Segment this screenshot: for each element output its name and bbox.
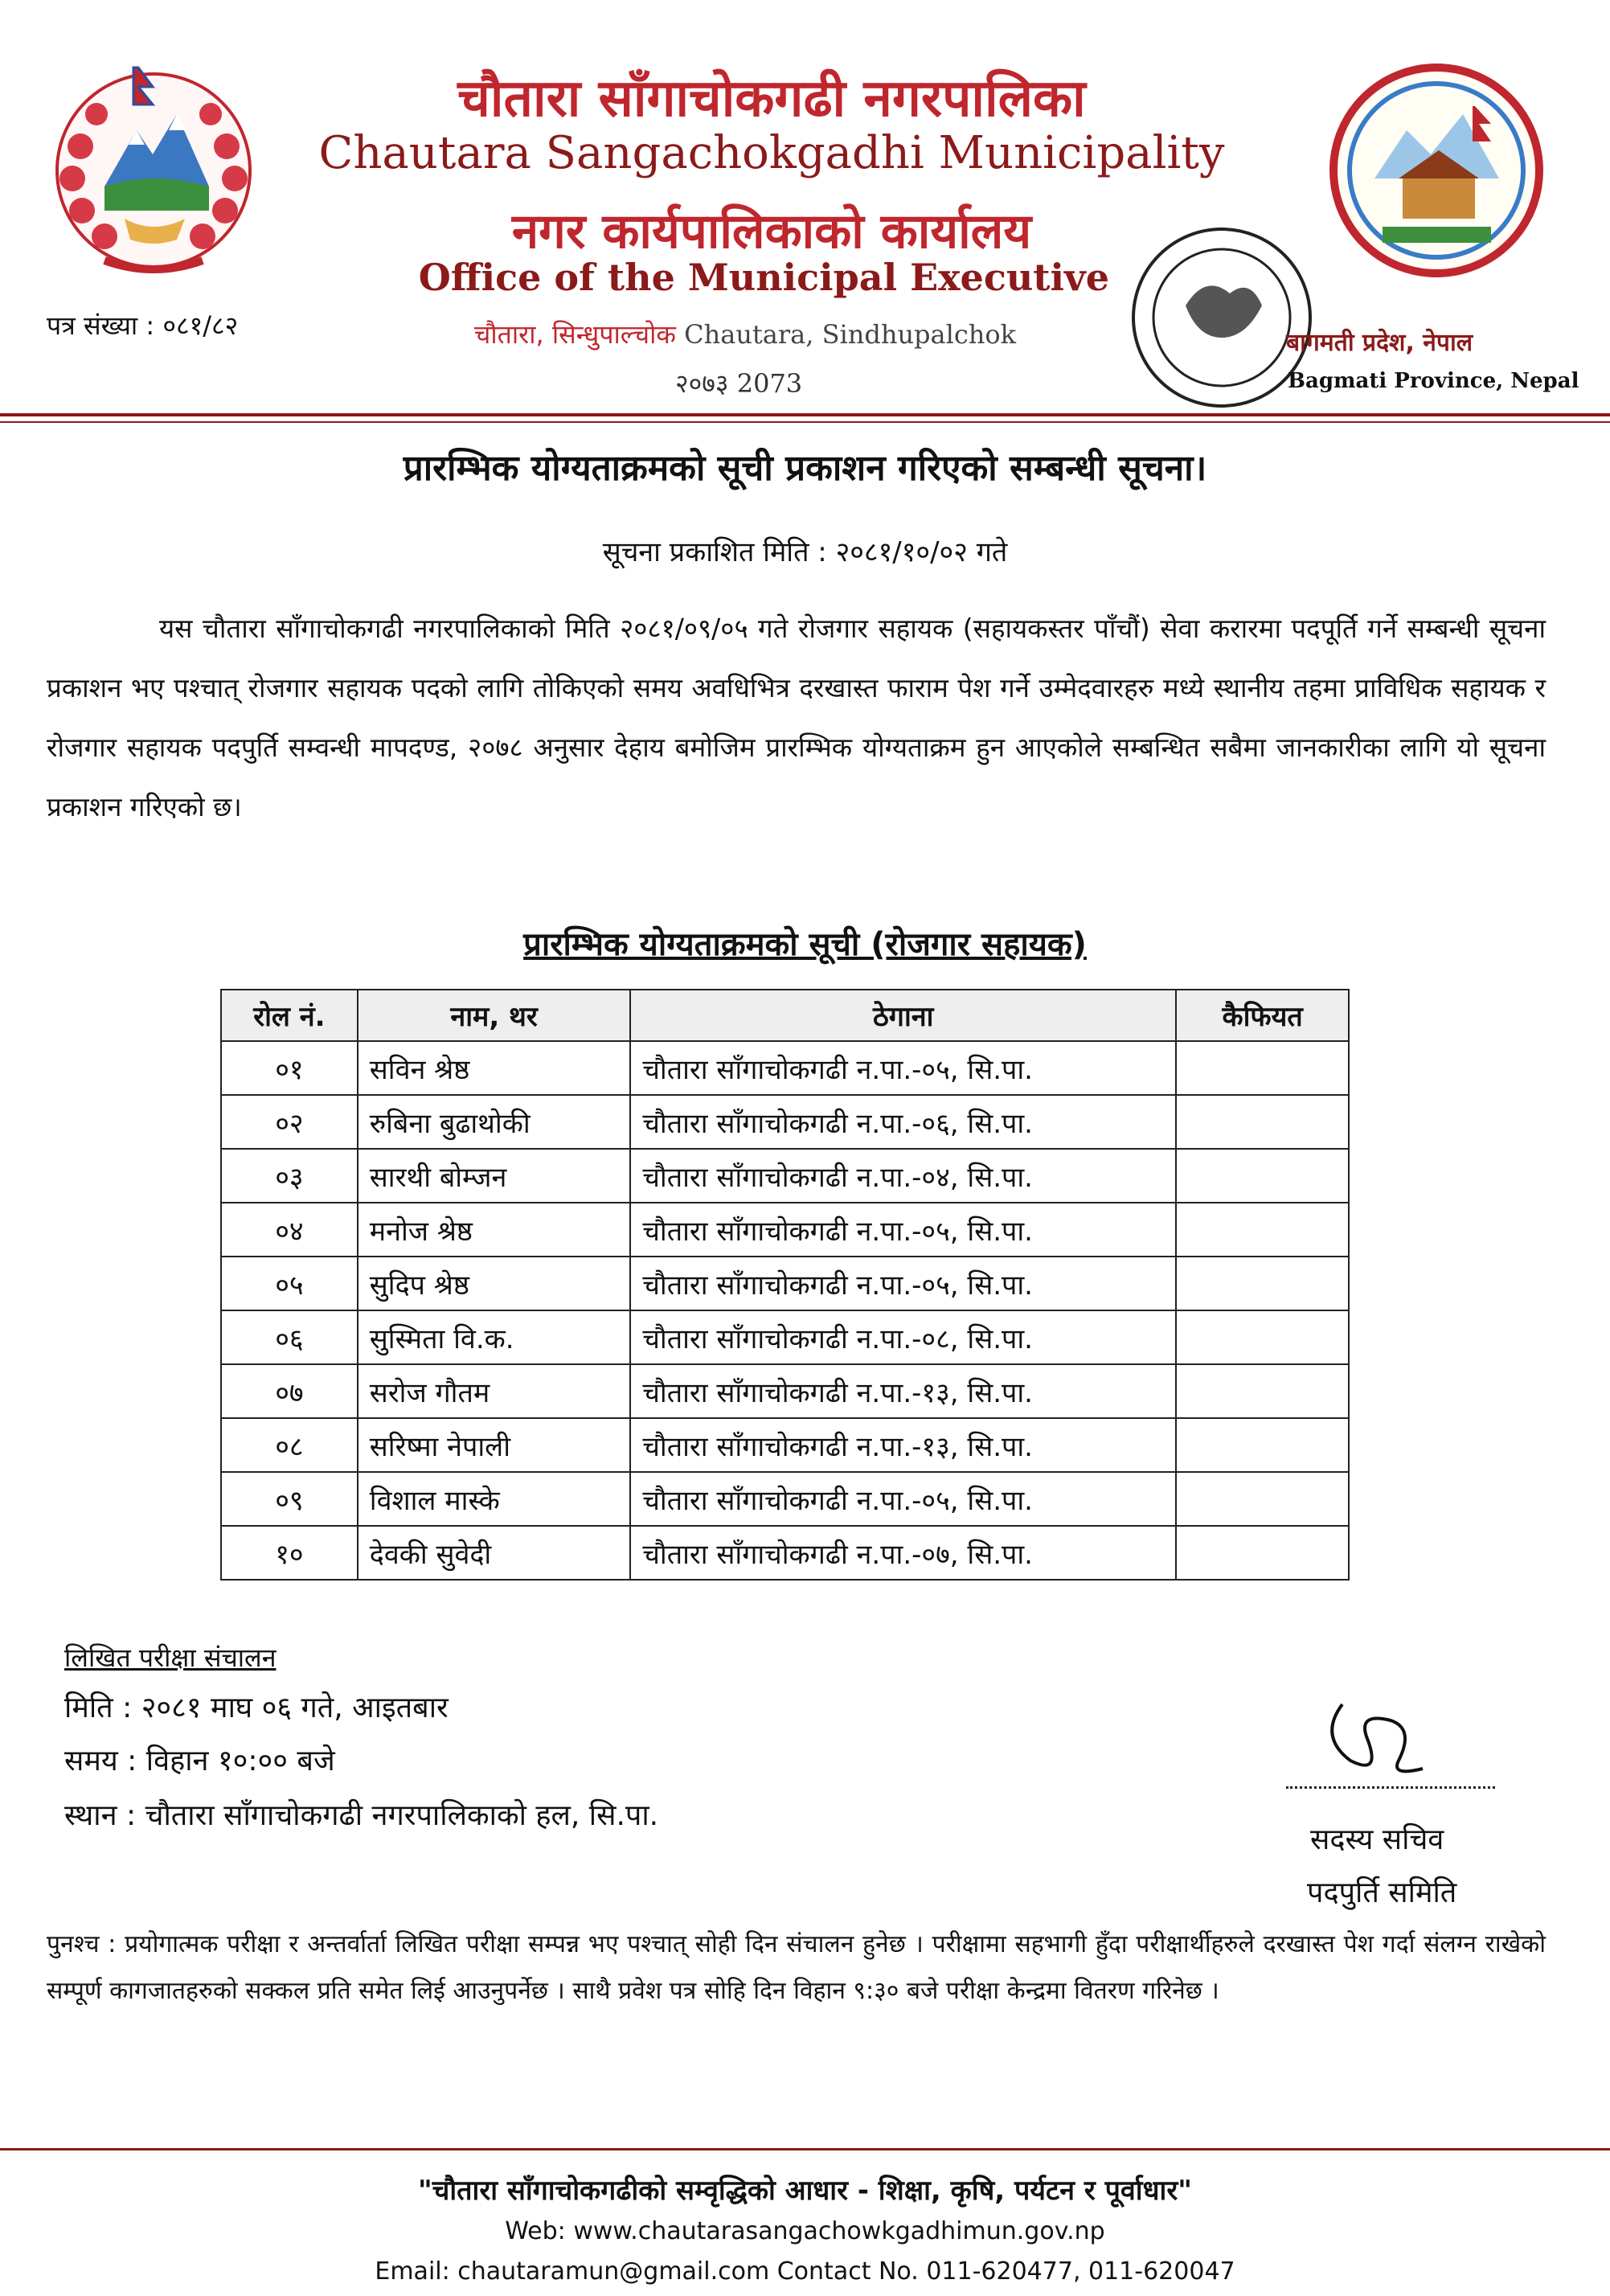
nepal-emblem-icon [48,50,259,291]
office-name-np: नगर कार्यपालिकाको कार्यालय [511,203,1032,260]
candidate-address: चौतारा साँगाचोकगढी न.पा.-०५, सि.पा. [630,1257,1176,1310]
remarks [1176,1041,1349,1095]
footer-divider [0,2148,1610,2150]
roll-number: ०८ [221,1418,358,1472]
signature-line [1286,1786,1495,1789]
candidate-address: चौतारा साँगाचोकगढी न.पा.-१३, सि.पा. [630,1418,1176,1472]
candidate-name: सुस्मिता वि.क. [358,1310,631,1364]
office-name-en: Office of the Municipal Executive [418,256,1109,299]
remarks [1176,1095,1349,1149]
candidate-name: विशाल मास्के [358,1472,631,1526]
column-header-remarks: कैफियत [1176,990,1349,1041]
candidate-address: चौतारा साँगाचोकगढी न.पा.-१३, सि.पा. [630,1364,1176,1418]
candidate-name: सारथी बोम्जन [358,1149,631,1203]
publish-date: सूचना प्रकाशित मिति : २०८१/१०/०२ गते [602,536,1008,568]
candidate-address: चौतारा साँगाचोकगढी न.पा.-०५, सि.पा. [630,1041,1176,1095]
remarks [1176,1526,1349,1580]
address-np: चौतारा, सिन्धुपाल्चोक [474,319,676,350]
candidate-address: चौतारा साँगाचोकगढी न.पा.-०४, सि.पा. [630,1149,1176,1203]
province-np: बागमती प्रदेश, नेपाल [1286,329,1473,357]
candidate-name: सविन श्रेष्ठ [358,1041,631,1095]
candidate-name: सरिष्मा नेपाली [358,1418,631,1472]
signature-title: सदस्य सचिव [1310,1823,1444,1856]
footer-website: Web: www.chautarasangachowkgadhimun.gov.np [505,2217,1105,2245]
list-title: प्रारम्भिक योग्यताक्रमको सूची (रोजगार सहायक) [523,926,1087,963]
merit-list-table [220,989,1350,1581]
roll-number: ०४ [221,1203,358,1257]
remarks [1176,1472,1349,1526]
candidate-address: चौतारा साँगाचोकगढी न.पा.-०५, सि.पा. [630,1203,1176,1257]
roll-number: ०३ [221,1149,358,1203]
table-row [221,1418,1349,1472]
table-row [221,1526,1349,1580]
candidate-name: देवकी सुवेदी [358,1526,631,1580]
footer-contact: Email: chautaramun@gmail.com Contact No. 011-620477, 011-620047 [375,2257,1235,2286]
remarks [1176,1310,1349,1364]
address-en: Chautara, Sindhupalchok [684,319,1017,350]
table-header-row [221,990,1349,1041]
municipality-name-np: चौतारा साँगाचोकगढी नगरपालिका [457,69,1086,129]
candidate-address: चौतारा साँगाचोकगढी न.पा.-०५, सि.पा. [630,1472,1176,1526]
table-row [221,1095,1349,1149]
roll-number: ०२ [221,1095,358,1149]
exam-heading: लिखित परीक्षा संचालन [64,1642,277,1673]
header-divider [0,413,1610,416]
table-row [221,1257,1349,1310]
exam-time: समय : विहान १०:०० बजे [64,1745,335,1777]
roll-number: १० [221,1526,358,1580]
signature-committee: पदपुर्ति समिति [1307,1876,1457,1909]
candidate-address: चौतारा साँगाचोकगढी न.पा.-०८, सि.पा. [630,1310,1176,1364]
province-en: Bagmati Province, Nepal [1288,369,1579,393]
remarks [1176,1203,1349,1257]
roll-number: ०५ [221,1257,358,1310]
notice-title: प्रारम्भिक योग्यताक्रमको सूची प्रकाशन गरिएको सम्बन्धी सूचना। [403,448,1207,489]
exam-date: मिति : २०८१ माघ ०६ गते, आइतबार [64,1691,449,1724]
established-year: २०७३ 2073 [675,368,803,399]
candidate-name: रुबिना बुढाथोकी [358,1095,631,1149]
remarks [1176,1257,1349,1310]
signature-icon [1310,1688,1439,1785]
candidate-address: चौतारा साँगाचोकगढी न.पा.-०७, सि.पा. [630,1526,1176,1580]
notice-body: यस चौतारा साँगाचोकगढी नगरपालिकाको मिति २०८१/०९/०५ गते रोजगार सहायक (सहायकस्तर पाँचौं) सेवा करारमा पदपूर्ति गर्ने सम्बन्धी सूचना प्रकाशन भए पश्चात् रोजगार सहायक पदको लागि तोकिएको समय अवधिभित्र दरखास्त फाराम पेश गर्ने उम्मेदवारहरु मध्ये स्थानीय तहमा प्राविधिक सहायक र रोजगार सहायक पदपुर्ति सम्वन्धी मापदण्ड, २०७८ अनुसार देहाय बमोजिम प्रारम्भिक योग्यताक्रम हुन आएकोले सम्बन्धित सबैमा जानकारीका लागि यो सूचना प्रकाशन गरिएको छ। [47,613,1546,822]
municipality-logo-icon [1326,58,1547,283]
column-header-name: नाम, थर [358,990,631,1041]
roll-number: ०६ [221,1310,358,1364]
candidate-name: मनोज श्रेष्ठ [358,1203,631,1257]
remarks [1176,1364,1349,1418]
candidate-name: सुदिप श्रेष्ठ [358,1257,631,1310]
municipality-name-en: Chautara Sangachokgadhi Municipality [318,127,1225,179]
header-divider-thin [0,421,1610,423]
remarks [1176,1418,1349,1472]
roll-number: ०९ [221,1472,358,1526]
column-header-roll: रोल नं. [221,990,358,1041]
address [474,317,1016,351]
table-row [221,1364,1349,1418]
footer-slogan: "चौतारा साँगाचोकगढीको सम्वृद्धिको आधार - शिक्षा, कृषि, पर्यटन र पूर्वाधार" [418,2175,1192,2207]
candidate-name: सरोज गौतम [358,1364,631,1418]
roll-number: ०७ [221,1364,358,1418]
table-row [221,1149,1349,1203]
roll-number: ०१ [221,1041,358,1095]
exam-venue: स्थान : चौतारा साँगाचोकगढी नगरपालिकाको हल, सि.पा. [64,1799,659,1832]
remarks [1176,1149,1349,1203]
letter-number: पत्र संख्या : ०८१/८२ [47,310,239,341]
table-row [221,1310,1349,1364]
candidate-address: चौतारा साँगाचोकगढी न.पा.-०६, सि.पा. [630,1095,1176,1149]
table-row [221,1041,1349,1095]
table-row [221,1203,1349,1257]
table-row [221,1472,1349,1526]
column-header-address: ठेगाना [630,990,1176,1041]
postscript-note: पुनश्च : प्रयोगात्मक परीक्षा र अन्तर्वार्ता लिखित परीक्षा सम्पन्न भए पश्चात् सोही दिन संचालन हुनेछ । परीक्षामा सहभागी हुँदा परीक्षार्थीहरुले दरखास्त पेश गर्दा संलग्न राखेको सम्पूर्ण कागजातहरुको सक्कल प्रति समेत लिई आउनुपर्नेछ । साथै प्रवेश पत्र सोहि दिन विहान ९:३० बजे परीक्षा केन्द्रमा वितरण गरिनेछ । [47,1930,1546,2005]
